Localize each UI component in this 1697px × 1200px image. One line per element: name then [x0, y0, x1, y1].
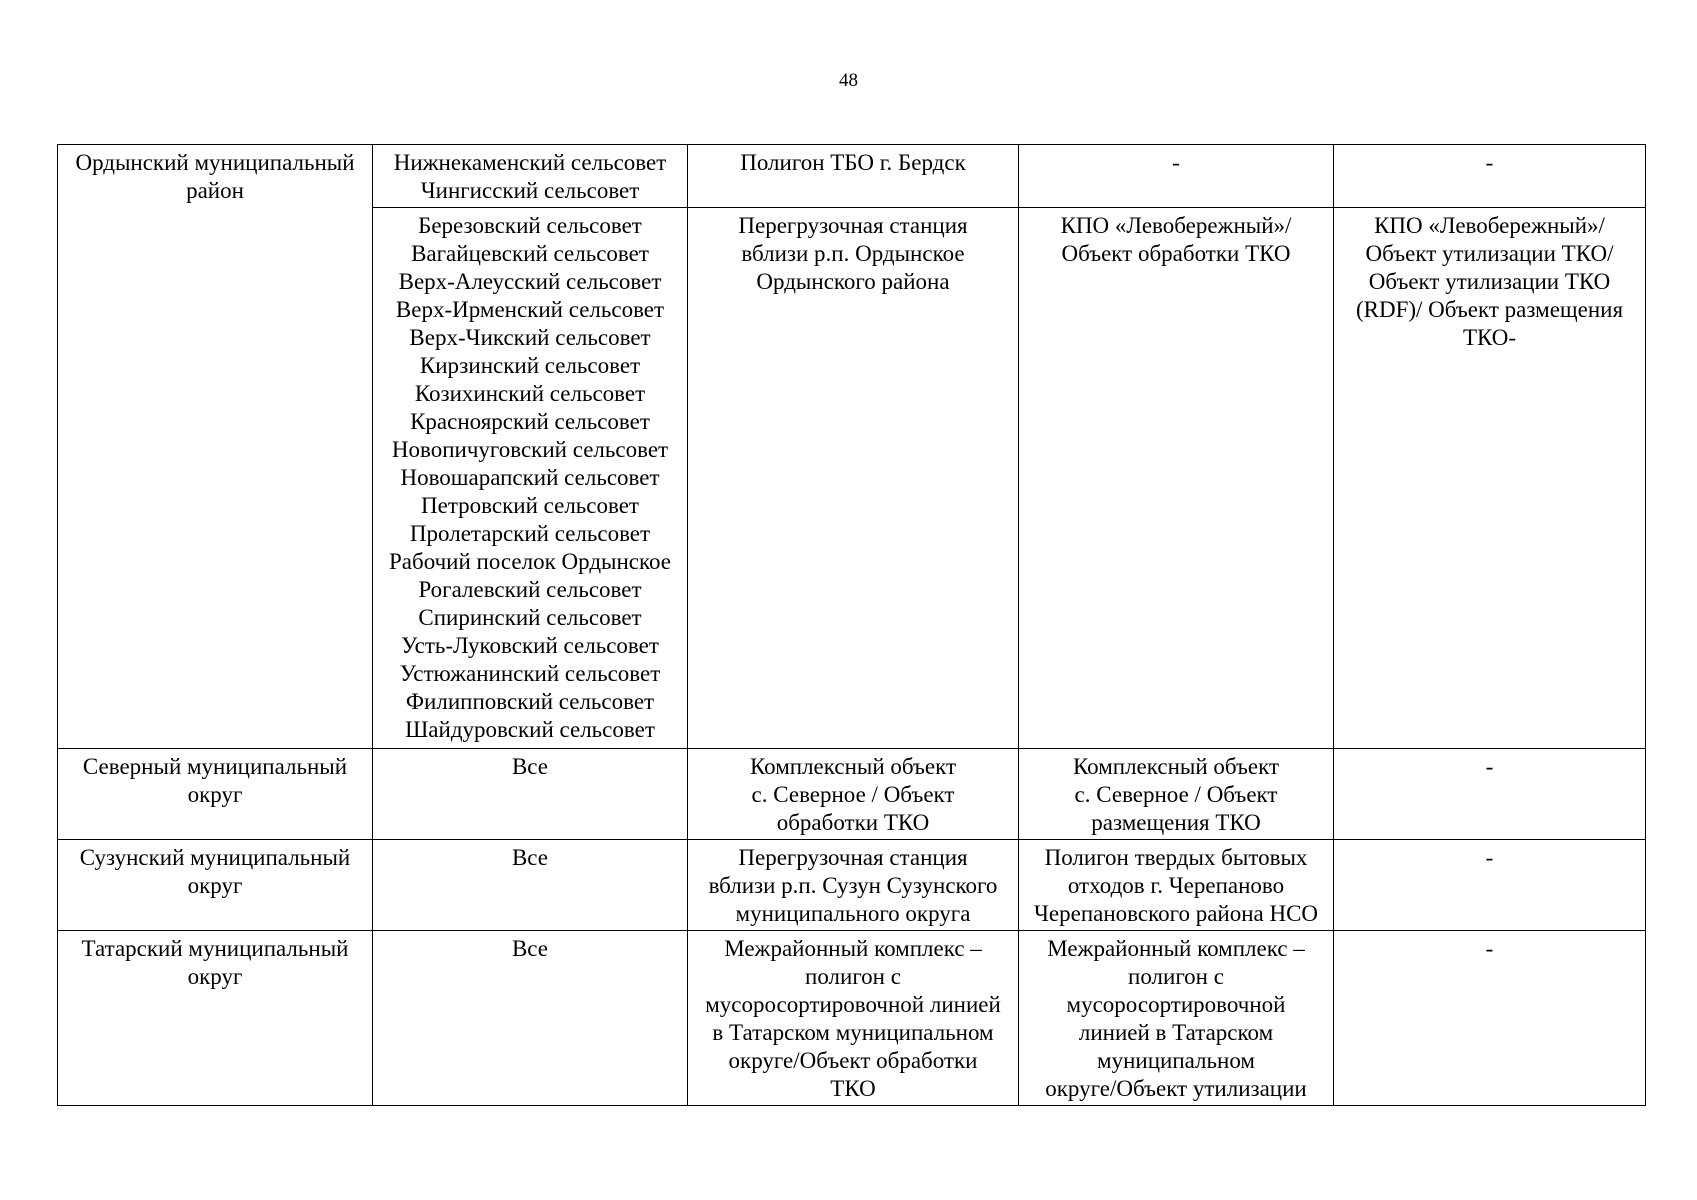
processing-cell: Комплексный объект с. Северное / Объект размещения ТКО	[1019, 749, 1334, 840]
utilization-cell: -	[1334, 749, 1646, 840]
district-cell: Сузунский муниципальный округ	[58, 840, 373, 931]
settlements-cell: Нижнекаменский сельсовет Чингисский сельсовет	[373, 145, 688, 208]
facility-cell: Комплексный объект с. Северное / Объект обработки ТКО	[688, 749, 1019, 840]
district-cell: Татарский муниципальный округ	[58, 931, 373, 1106]
table-row	[58, 840, 1646, 931]
settlements-cell: Все	[373, 840, 688, 931]
utilization-cell: -	[1334, 840, 1646, 931]
utilization-cell: КПО «Левобережный»/ Объект утилизации ТКО/ Объект утилизации ТКО (RDF)/ Объект размещения ТКО-	[1334, 208, 1646, 749]
district-cell: Северный муниципальный округ	[58, 749, 373, 840]
district-cell: Ордынский муниципальный район	[58, 145, 373, 749]
utilization-cell: -	[1334, 931, 1646, 1106]
page-number: 48	[839, 70, 858, 91]
processing-cell: КПО «Левобережный»/ Объект обработки ТКО	[1019, 208, 1334, 749]
settlements-cell: Все	[373, 931, 688, 1106]
table-row	[58, 931, 1646, 1106]
table-row	[58, 145, 1646, 208]
table-row	[58, 749, 1646, 840]
facility-cell: Перегрузочная станция вблизи р.п. Ордынское Ордынского района	[688, 208, 1019, 749]
waste-routing-table	[57, 144, 1646, 1106]
facility-cell: Перегрузочная станция вблизи р.п. Сузун Сузунского муниципального округа	[688, 840, 1019, 931]
processing-cell: Межрайонный комплекс – полигон с мусоросортировочной линией в Татарском муниципальном округе/Объект утилизации	[1019, 931, 1334, 1106]
settlements-cell: Все	[373, 749, 688, 840]
facility-cell: Межрайонный комплекс – полигон с мусоросортировочной линией в Татарском муниципальном округе/Объект обработки ТКО	[688, 931, 1019, 1106]
processing-cell: Полигон твердых бытовых отходов г. Черепаново Черепановского района НСО	[1019, 840, 1334, 931]
settlements-cell: Березовский сельсовет Вагайцевский сельсовет Верх-Алеусский сельсовет Верх-Ирменский сельсовет Верх-Чикский сельсовет Кирзинский сельсовет Козихинский сельсовет Красноярский сельсовет Новопичуговский сельсовет Новошарапский сельсовет Петровский сельсовет Пролетарский сельсовет Рабочий поселок Ордынское Рогалевский сельсовет Спиринский сельсовет Усть-Луковский сельсовет Устюжанинский сельсовет Филипповский сельсовет Шайдуровский сельсовет	[373, 208, 688, 749]
processing-cell: -	[1019, 145, 1334, 208]
utilization-cell: -	[1334, 145, 1646, 208]
facility-cell: Полигон ТБО г. Бердск	[688, 145, 1019, 208]
